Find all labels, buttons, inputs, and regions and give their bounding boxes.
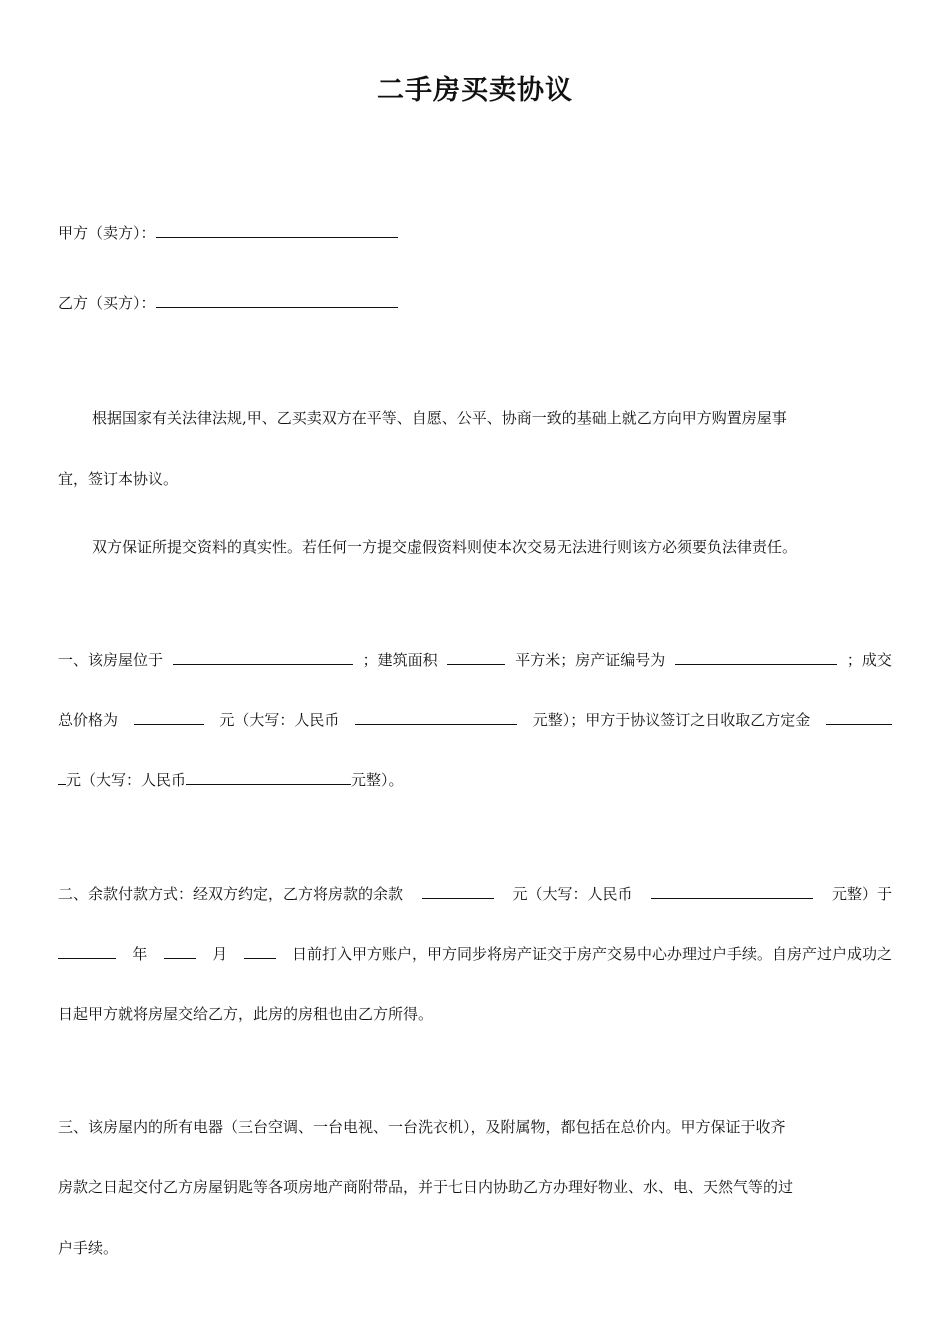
document-title: 二手房买卖协议	[377, 75, 573, 106]
clause-1-line-3	[58, 769, 404, 790]
clause-1-text-d: ；成交	[846, 651, 892, 669]
deposit-blank[interactable]	[826, 709, 892, 725]
address-blank[interactable]	[173, 649, 353, 665]
party-a-label: 甲方（卖方）：	[58, 224, 156, 242]
area-blank[interactable]	[447, 649, 505, 665]
party-b-blank[interactable]	[156, 292, 398, 308]
intro-paragraph-line-1: 根据国家有关法律法规,甲、乙买卖双方在平等、自愿、公平、协商一致的基础上就乙方向甲方购置房屋事	[92, 409, 787, 427]
clause-2-line-2	[58, 943, 892, 964]
day-blank[interactable]	[244, 943, 276, 959]
month-blank[interactable]	[164, 943, 196, 959]
clause-3-line-1: 三、该房屋内的所有电器（三台空调、一台电视、一台洗衣机），及附属物，都包括在总价内。甲方保证于收齐	[58, 1118, 786, 1136]
balance-blank[interactable]	[422, 883, 494, 899]
clause-2-text-f: 日前打入甲方账户，甲方同步将房产证交于房产交易中心办理过户手续。自房产过户成功之	[291, 945, 892, 963]
party-a-blank[interactable]	[156, 222, 398, 238]
clause-2-text-c: 元整）于	[831, 885, 892, 903]
balance-words-blank[interactable]	[651, 883, 813, 899]
total-price-words-blank[interactable]	[355, 709, 517, 725]
year-blank[interactable]	[58, 943, 116, 959]
clause-1-text-g: 元整）；甲方于协议签订之日收取乙方定金	[532, 711, 811, 729]
clause-1-text-f: 元（大写：人民币	[219, 711, 340, 729]
clause-1-text-i: 元整）。	[351, 771, 404, 789]
clause-1-text-a: 一、该房屋位于	[58, 651, 164, 669]
deposit-words-blank[interactable]	[186, 769, 351, 785]
clause-1-line-2	[58, 709, 892, 730]
clause-2-text-b: 元（大写：人民币	[512, 885, 633, 903]
intro-paragraph-line-2: 宜，签订本协议。	[58, 470, 179, 488]
clause-1-text-b: ；建筑面积	[362, 651, 438, 669]
clause-2-text-e: 月	[212, 945, 228, 963]
clause-2-text-a: 二、余款付款方式：经双方约定，乙方将房款的余款	[58, 885, 404, 903]
total-price-blank[interactable]	[134, 709, 204, 725]
clause-1-line-1	[58, 649, 892, 670]
clause-1-text-e: 总价格为	[58, 711, 119, 729]
clause-2-line-3: 日起甲方就将房屋交给乙方，此房的房租也由乙方所得。	[58, 1005, 434, 1023]
party-b-label: 乙方（买方）：	[58, 294, 156, 312]
clause-1-text-c: 平方米；房产证编号为	[515, 651, 666, 669]
clause-1-text-h: 元（大写：人民币	[66, 771, 187, 789]
clause-3-line-3: 户手续。	[58, 1239, 119, 1257]
party-a-line	[58, 222, 398, 243]
deposit-blank-continued[interactable]	[58, 769, 66, 785]
clause-3-line-2: 房款之日起交付乙方房屋钥匙等各项房地产商附带品，并于七日内协助乙方办理好物业、水、电、天然气等的过	[58, 1178, 794, 1196]
party-b-line	[58, 292, 398, 313]
certificate-number-blank[interactable]	[675, 649, 837, 665]
intro-paragraph-2: 双方保证所提交资料的真实性。若任何一方提交虚假资料则使本次交易无法进行则该方必须要负法律责任。	[92, 538, 798, 556]
clause-2-line-1	[58, 883, 892, 904]
clause-2-text-d: 年	[132, 945, 148, 963]
